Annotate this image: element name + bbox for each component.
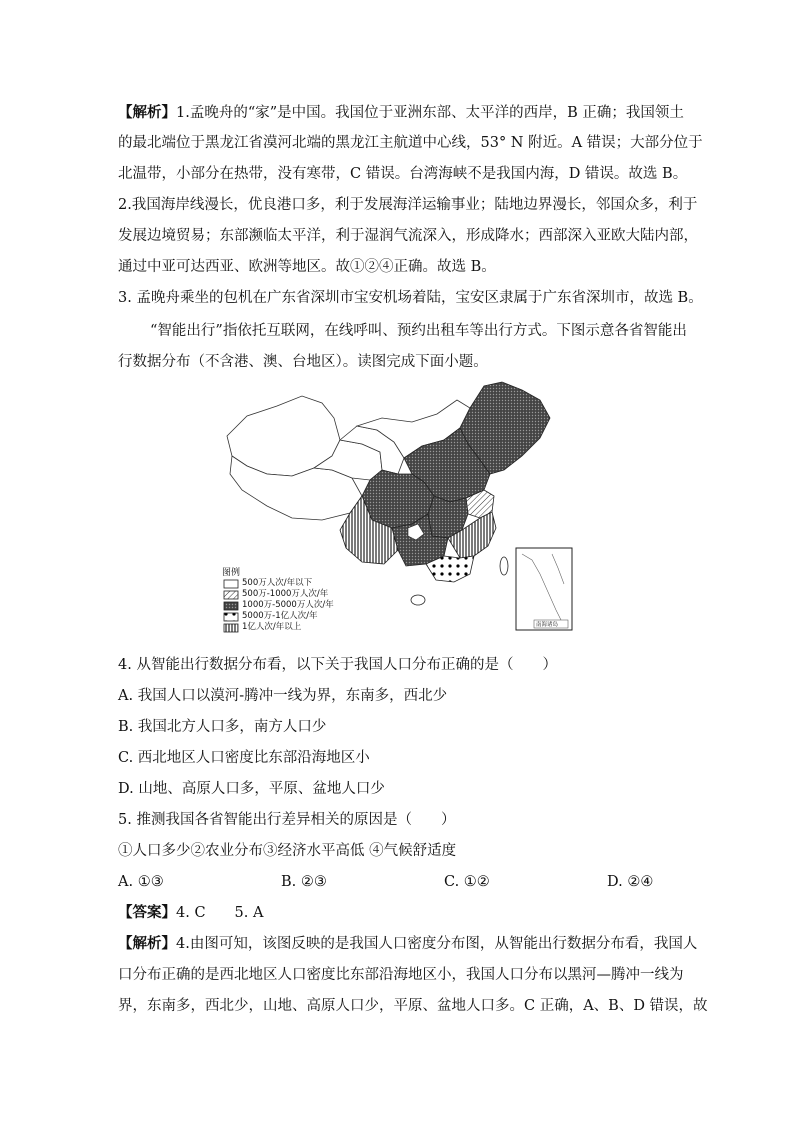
question-5-stem: 5. 推测我国各省智能出行差异相关的原因是（ ） — [118, 812, 456, 828]
question-4-option-c[interactable]: C. 西北地区人口密度比东部沿海地区小 — [118, 750, 370, 766]
legend-swatch-3 — [224, 602, 238, 610]
question-4-option-b[interactable]: B. 我国北方人口多，南方人口少 — [118, 719, 327, 735]
analysis-2-label: 【解析】 — [118, 935, 176, 952]
region-hainan — [411, 595, 425, 605]
analysis-1-line-7: 3. 孟晚舟乘坐的包机在广东省深圳市宝安机场着陆，宝安区隶属于广东省深圳市，故选 B。 — [118, 290, 703, 306]
legend-swatch-1 — [224, 580, 238, 588]
legend-label-5: 1亿人次/年以上 — [242, 622, 302, 632]
legend-swatch-4 — [224, 613, 238, 621]
intro-line-2: 行数据分布（不含港、澳、台地区）。读图完成下面小题。 — [118, 354, 488, 370]
legend-swatch-5 — [224, 624, 238, 632]
analysis-1-line-1 — [118, 103, 684, 123]
question-5-items: ①人口多少②农业分布③经济水平高低 ④气候舒适度 — [118, 843, 457, 859]
legend-label-2: 500万-1000万人次/年 — [242, 589, 329, 599]
legend-labels — [242, 578, 334, 633]
legend-label-3: 1000万-5000万人次/年 — [242, 600, 334, 610]
question-5-option-a[interactable]: A. ①③ — [118, 874, 164, 890]
question-5-options — [118, 872, 678, 892]
analysis-1-line-5: 发展边境贸易；东部濒临太平洋，利于湿润气流深入，形成降水；西部深入亚欧大陆内部， — [118, 228, 698, 244]
answer-label: 【答案】 — [118, 904, 176, 921]
question-5-option-c[interactable]: C. ①② — [444, 874, 490, 890]
question-4-option-a[interactable]: A. 我国人口以漠河-腾冲一线为界，东南多，西北少 — [118, 688, 448, 704]
analysis-1-line-6: 通过中亚可达西亚、欧洲等地区。故①②④正确。故选 B。 — [118, 259, 496, 275]
analysis-1-line-4: 2.我国海岸线漫长，优良港口多，利于发展海洋运输事业；陆地边界漫长，邻国众多，利于 — [118, 197, 698, 213]
answer-text: 4. C 5. A — [176, 905, 264, 921]
legend-label-4: 5000万-1亿人次/年 — [242, 611, 318, 621]
analysis-1-line-2: 的最北端位于黑龙江省漠河北端的黑龙江主航道中心线，53° N 附近。A 错误；大部分位于 — [118, 135, 703, 151]
analysis-text: 1.孟晚舟的“家”是中国。我国位于亚洲东部、太平洋的西岸，B 正确；我国领土 — [176, 105, 684, 121]
inset-label: 南海诸岛 — [536, 622, 559, 628]
smart-travel-map-figure — [222, 378, 582, 640]
legend-label-1: 500万人次/年以下 — [242, 578, 313, 588]
analysis-label: 【解析】 — [118, 104, 176, 121]
question-5-option-b[interactable]: B. ②③ — [281, 874, 327, 890]
analysis-2-line-1 — [118, 934, 697, 954]
analysis-2-text: 4.由图可知，该图反映的是我国人口密度分布图，从智能出行数据分布看，我国人 — [176, 936, 698, 952]
map-legend — [224, 580, 238, 632]
intro-line-1: “智能出行”指依托互联网，在线呼叫、预约出租车等出行方式。下图示意各省智能出 — [150, 323, 687, 339]
answer-line — [118, 903, 263, 923]
question-4-option-d[interactable]: D. 山地、高原人口多，平原、盆地人口少 — [118, 781, 385, 797]
analysis-2-line-2: 口分布正确的是西北地区人口密度比东部沿海地区小，我国人口分布以黑河—腾冲一线为 — [118, 967, 684, 983]
legend-title: 图例 — [222, 568, 241, 578]
question-5-option-d[interactable]: D. ②④ — [607, 874, 654, 890]
south-china-sea-inset — [516, 548, 572, 630]
question-4-stem: 4. 从智能出行数据分布看，以下关于我国人口分布正确的是（ ） — [118, 657, 557, 673]
analysis-2-line-3: 界，东南多，西北少，山地、高原人口少，平原、盆地人口多。C 正确，A、B、D 错误，故 — [118, 998, 708, 1014]
legend-swatch-2 — [224, 591, 238, 599]
analysis-1-line-3: 北温带，小部分在热带，没有寒带，C 错误。台湾海峡不是我国内海，D 错误。故选 B。 — [118, 166, 688, 182]
region-taiwan — [500, 557, 508, 575]
